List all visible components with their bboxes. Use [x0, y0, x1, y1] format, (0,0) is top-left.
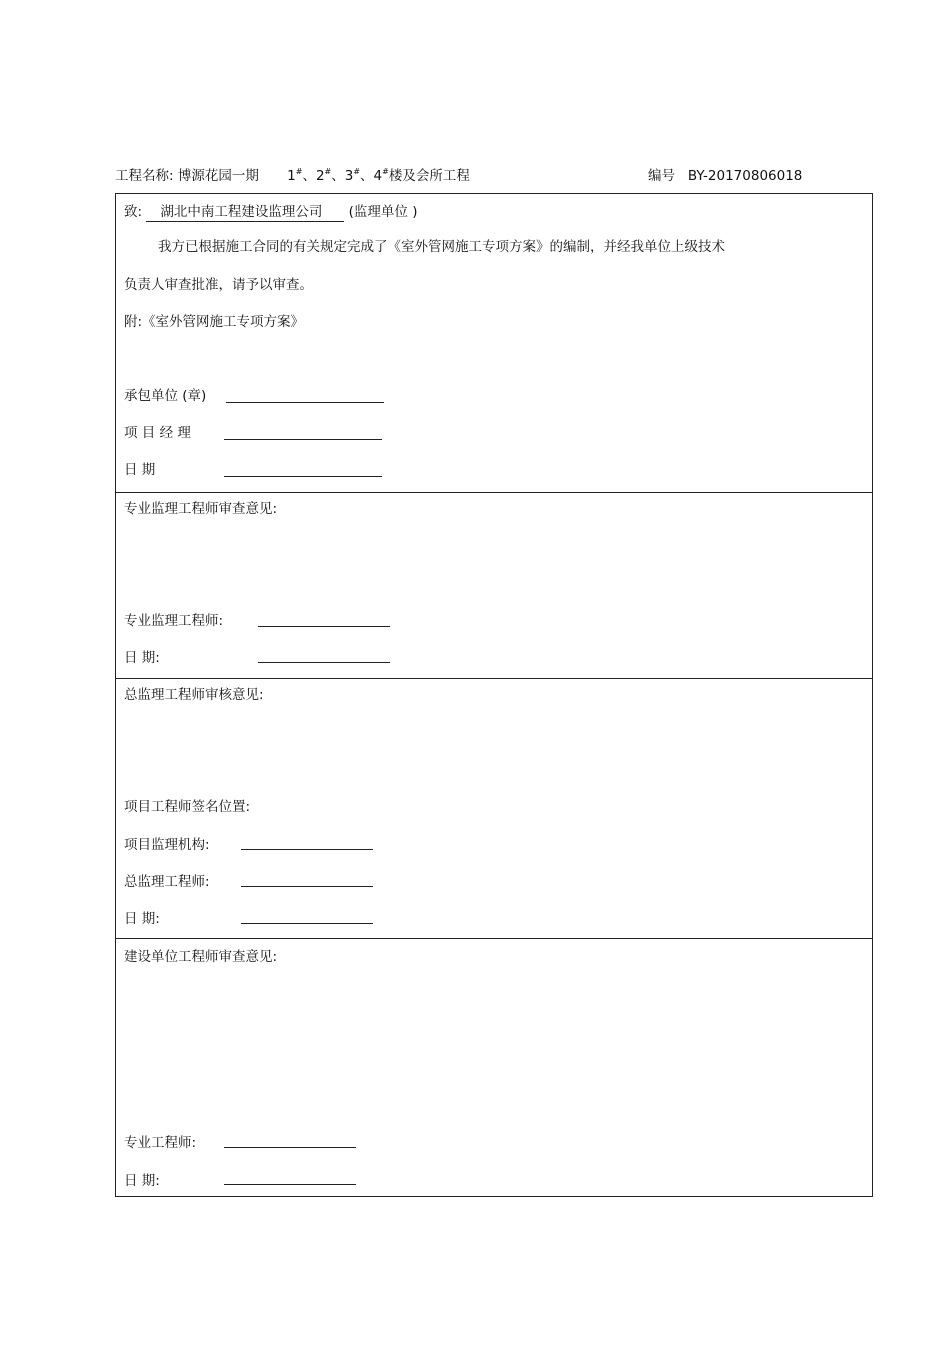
separator: 、: [331, 168, 345, 184]
building-4: 4: [373, 168, 383, 184]
body-text-line2: 负责人审查批准，请予以审查。: [124, 277, 313, 293]
chief-date-line[interactable]: [241, 923, 373, 924]
hash-mark: #: [353, 167, 361, 176]
chief-opinion-label: 总监理工程师审核意见:: [124, 687, 264, 703]
specialist-engineer-signature-line[interactable]: [258, 626, 390, 627]
specialist-engineer-label: 专业监理工程师:: [124, 613, 224, 629]
building-1: 1: [287, 168, 296, 184]
signature-position-label: 项目工程师签名位置:: [124, 799, 251, 815]
project-name: 博源花园一期: [177, 168, 259, 184]
document-number: [648, 164, 802, 184]
owner-engineer-signature-line[interactable]: [224, 1147, 356, 1148]
separator: 、: [302, 168, 316, 184]
owner-engineer-label: 专业工程师:: [124, 1135, 197, 1151]
project-manager-signature-line[interactable]: [224, 439, 382, 440]
specialist-opinion-label: 专业监理工程师审查意见:: [124, 501, 278, 517]
hash-mark: #: [295, 167, 303, 176]
attachment-text: 附:《室外管网施工专项方案》: [124, 314, 305, 330]
body-text-line1: 我方已根据施工合同的有关规定完成了《室外管网施工专项方案》的编制，并经我单位上级技术: [158, 239, 725, 255]
building-3: 3: [344, 168, 354, 184]
hash-mark: #: [382, 167, 389, 176]
project-label: 工程名称:: [115, 168, 174, 184]
project-manager-label: 项 目 经 理: [124, 425, 191, 441]
contractor-date-label: 日 期: [124, 462, 156, 478]
hash-mark: #: [324, 167, 332, 176]
specialist-date-line[interactable]: [258, 662, 390, 663]
owner-date-label: 日 期:: [124, 1173, 160, 1189]
supervision-org-label: 项目监理机构:: [124, 837, 210, 853]
chief-date-label: 日 期:: [124, 911, 160, 927]
building-2: 2: [315, 168, 325, 184]
number-label: 编号: [648, 168, 675, 184]
to-suffix: (监理单位 ): [348, 204, 418, 220]
chief-engineer-signature-line[interactable]: [241, 886, 373, 887]
owner-date-line[interactable]: [224, 1184, 356, 1185]
number-value: BY-20170806018: [687, 168, 803, 184]
supervision-org-signature-line[interactable]: [241, 849, 373, 850]
building-suffix: 楼及会所工程: [388, 168, 470, 184]
chief-engineer-label: 总监理工程师:: [124, 874, 210, 890]
contractor-label: 承包单位 (章): [124, 388, 207, 404]
separator: 、: [360, 168, 374, 184]
project-header: [115, 164, 470, 184]
section-divider: [116, 492, 872, 493]
section-divider: [116, 678, 872, 679]
to-label: 致:: [124, 204, 143, 220]
to-line: [124, 200, 417, 222]
contractor-date-line[interactable]: [224, 476, 382, 477]
specialist-date-label: 日 期:: [124, 650, 160, 666]
section-divider: [116, 938, 872, 939]
contractor-signature-line[interactable]: [226, 402, 384, 403]
owner-opinion-label: 建设单位工程师审查意见:: [124, 949, 278, 965]
approval-form: [115, 193, 873, 1197]
supervisor-unit-name: 湖北中南工程建设监理公司: [146, 200, 344, 222]
building-numbers: [287, 168, 470, 184]
